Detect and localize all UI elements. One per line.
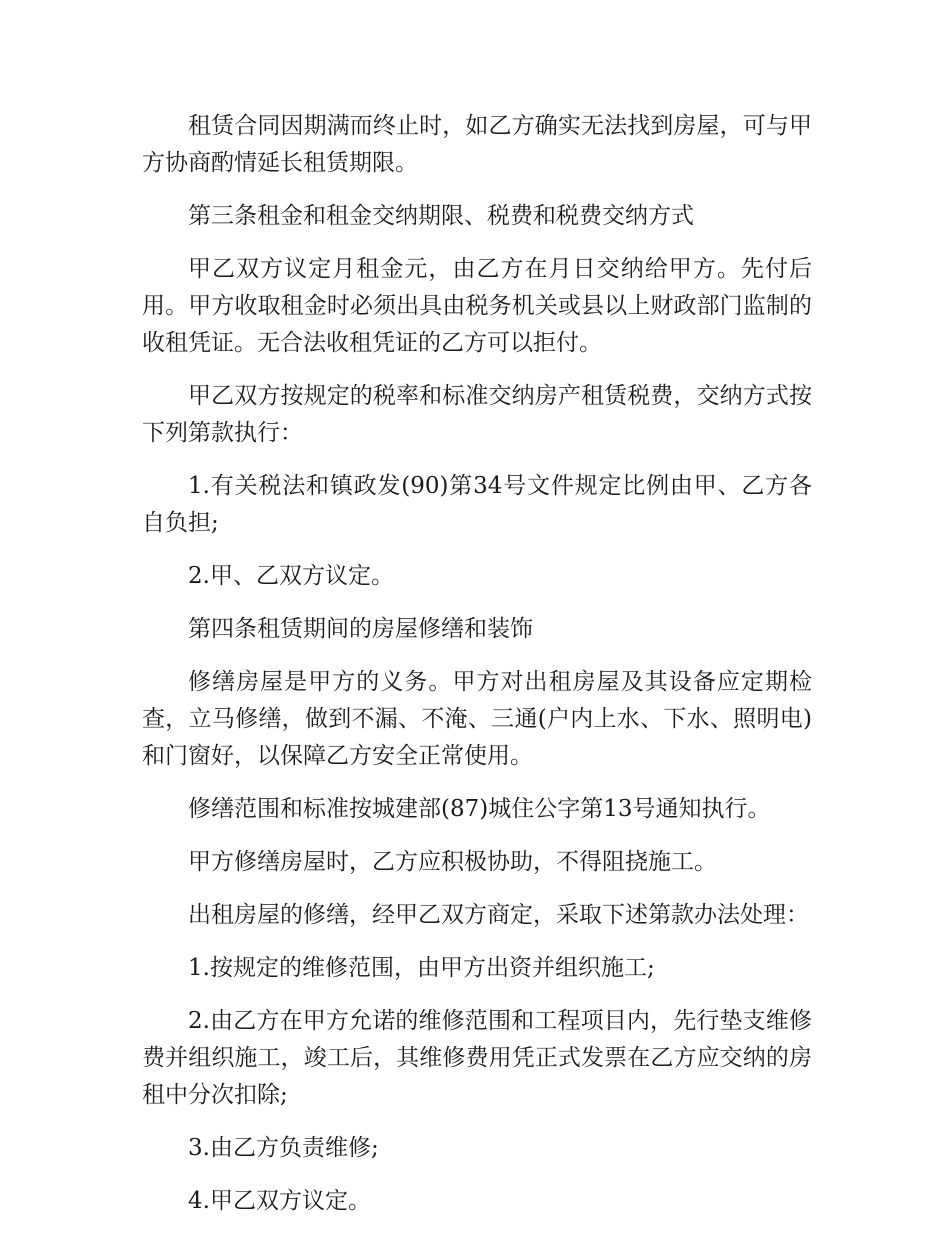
heading-article-4: 第四条租赁期间的房屋修缮和装饰 [188,616,533,642]
document-body [142,108,812,1236]
paragraph-repair-method: 出租房屋的修缮，经甲乙双方商定，采取下述第款办法处理： [188,902,809,928]
paragraph-lease-extension: 租赁合同因期满而终止时，如乙方确实无法找到房屋，可与甲方协商酌情延长租赁期限。 [142,113,812,176]
list-item-repair-1: 1.按规定的维修范围，由甲方出资并组织施工; [188,955,655,981]
paragraph-repair-duty: 修缮房屋是甲方的义务。甲方对出租房屋及其设备应定期检查，立马修缮，做到不漏、不淹、三通(户内上水、下水、照明电)和门窗好，以保障乙方安全正常使用。 [142,669,812,769]
paragraph-repair-cooperation: 甲方修缮房屋时，乙方应积极协助，不得阻挠施工。 [188,849,717,875]
list-item-repair-4: 4.甲乙双方议定。 [188,1188,371,1214]
paragraph-repair-scope: 修缮范围和标准按城建部(87)城住公字第13号通知执行。 [188,796,771,822]
list-item-tax-1: 1.有关税法和镇政发(90)第34号文件规定比例由甲、乙方各自负担; [142,473,812,536]
heading-article-3: 第三条租金和租金交纳期限、税费和税费交纳方式 [188,203,694,229]
list-item-repair-3: 3.由乙方负责维修; [188,1135,379,1161]
paragraph-rent-amount: 甲乙双方议定月租金元，由乙方在月日交纳给甲方。先付后用。甲方收取租金时必须出具由税务机关或县以上财政部门监制的收租凭证。无合法收租凭证的乙方可以拒付。 [142,256,812,356]
list-item-repair-2: 2.由乙方在甲方允诺的维修范围和工程项目内，先行垫支维修费并组织施工，竣工后，其维修费用凭正式发票在乙方应交纳的房租中分次扣除; [142,1008,812,1108]
list-item-tax-2: 2.甲、乙双方议定。 [188,563,394,589]
paragraph-tax-payment: 甲乙双方按规定的税率和标准交纳房产租赁税费，交纳方式按下列第款执行： [142,383,812,446]
